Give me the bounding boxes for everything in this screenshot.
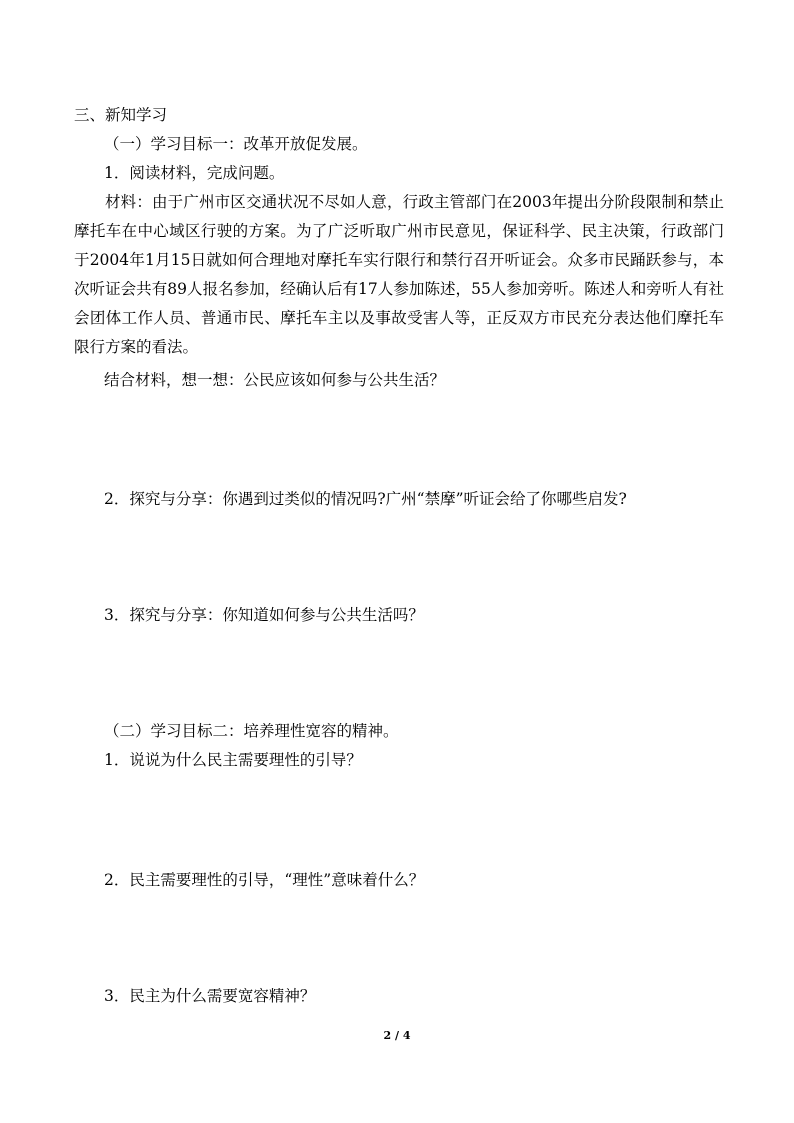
goal2-q2: 2．民主需要理性的引导，“理性”意味着什么？ xyxy=(104,871,425,889)
goal1-q3: 3．探究与分享：你知道如何参与公共生活吗？ xyxy=(104,606,424,624)
goal1-q1-question: 结合材料，想一想：公民应该如何参与公共生活？ xyxy=(104,371,446,389)
goal1-title: （一）学习目标一：改革开放促发展。 xyxy=(104,135,368,153)
goal1-material-paragraph: 材料：由于广州市区交通状况不尽如人意，行政主管部门在2003年提出分阶段限制和禁止摩托车在中心域区行驶的方案。为了广泛听取广州市民意见，保证科学、民主决策，行政部门于2004年1月15日就如何合理地对摩托车实行限行和禁行召开听证会。众多市民踊跃参与，本次听证会共有89人报名参加，经确认后有17人参加陈述，55人参加旁听。陈述人和旁听人有社会团体工作人员、普通市民、摩托车主以及事故受害人等，正反双方市民充分表达他们摩托车限行方案的看法。 xyxy=(74,193,724,356)
section-heading: 三、新知学习 xyxy=(74,106,168,124)
goal2-q3: 3．民主为什么需要宽容精神？ xyxy=(104,987,316,1005)
goal2-title: （二）学习目标二：培养理性宽容的精神。 xyxy=(104,722,399,740)
goal1-q2: 2．探究与分享：你遇到过类似的情况吗?广州“禁摩”听证会给了你哪些启发? xyxy=(104,490,627,508)
goal2-q1: 1．说说为什么民主需要理性的引导？ xyxy=(104,751,362,769)
page-number: 2 / 4 xyxy=(383,1029,411,1042)
goal1-q1-prompt: 1．阅读材料，完成问题。 xyxy=(104,164,285,182)
